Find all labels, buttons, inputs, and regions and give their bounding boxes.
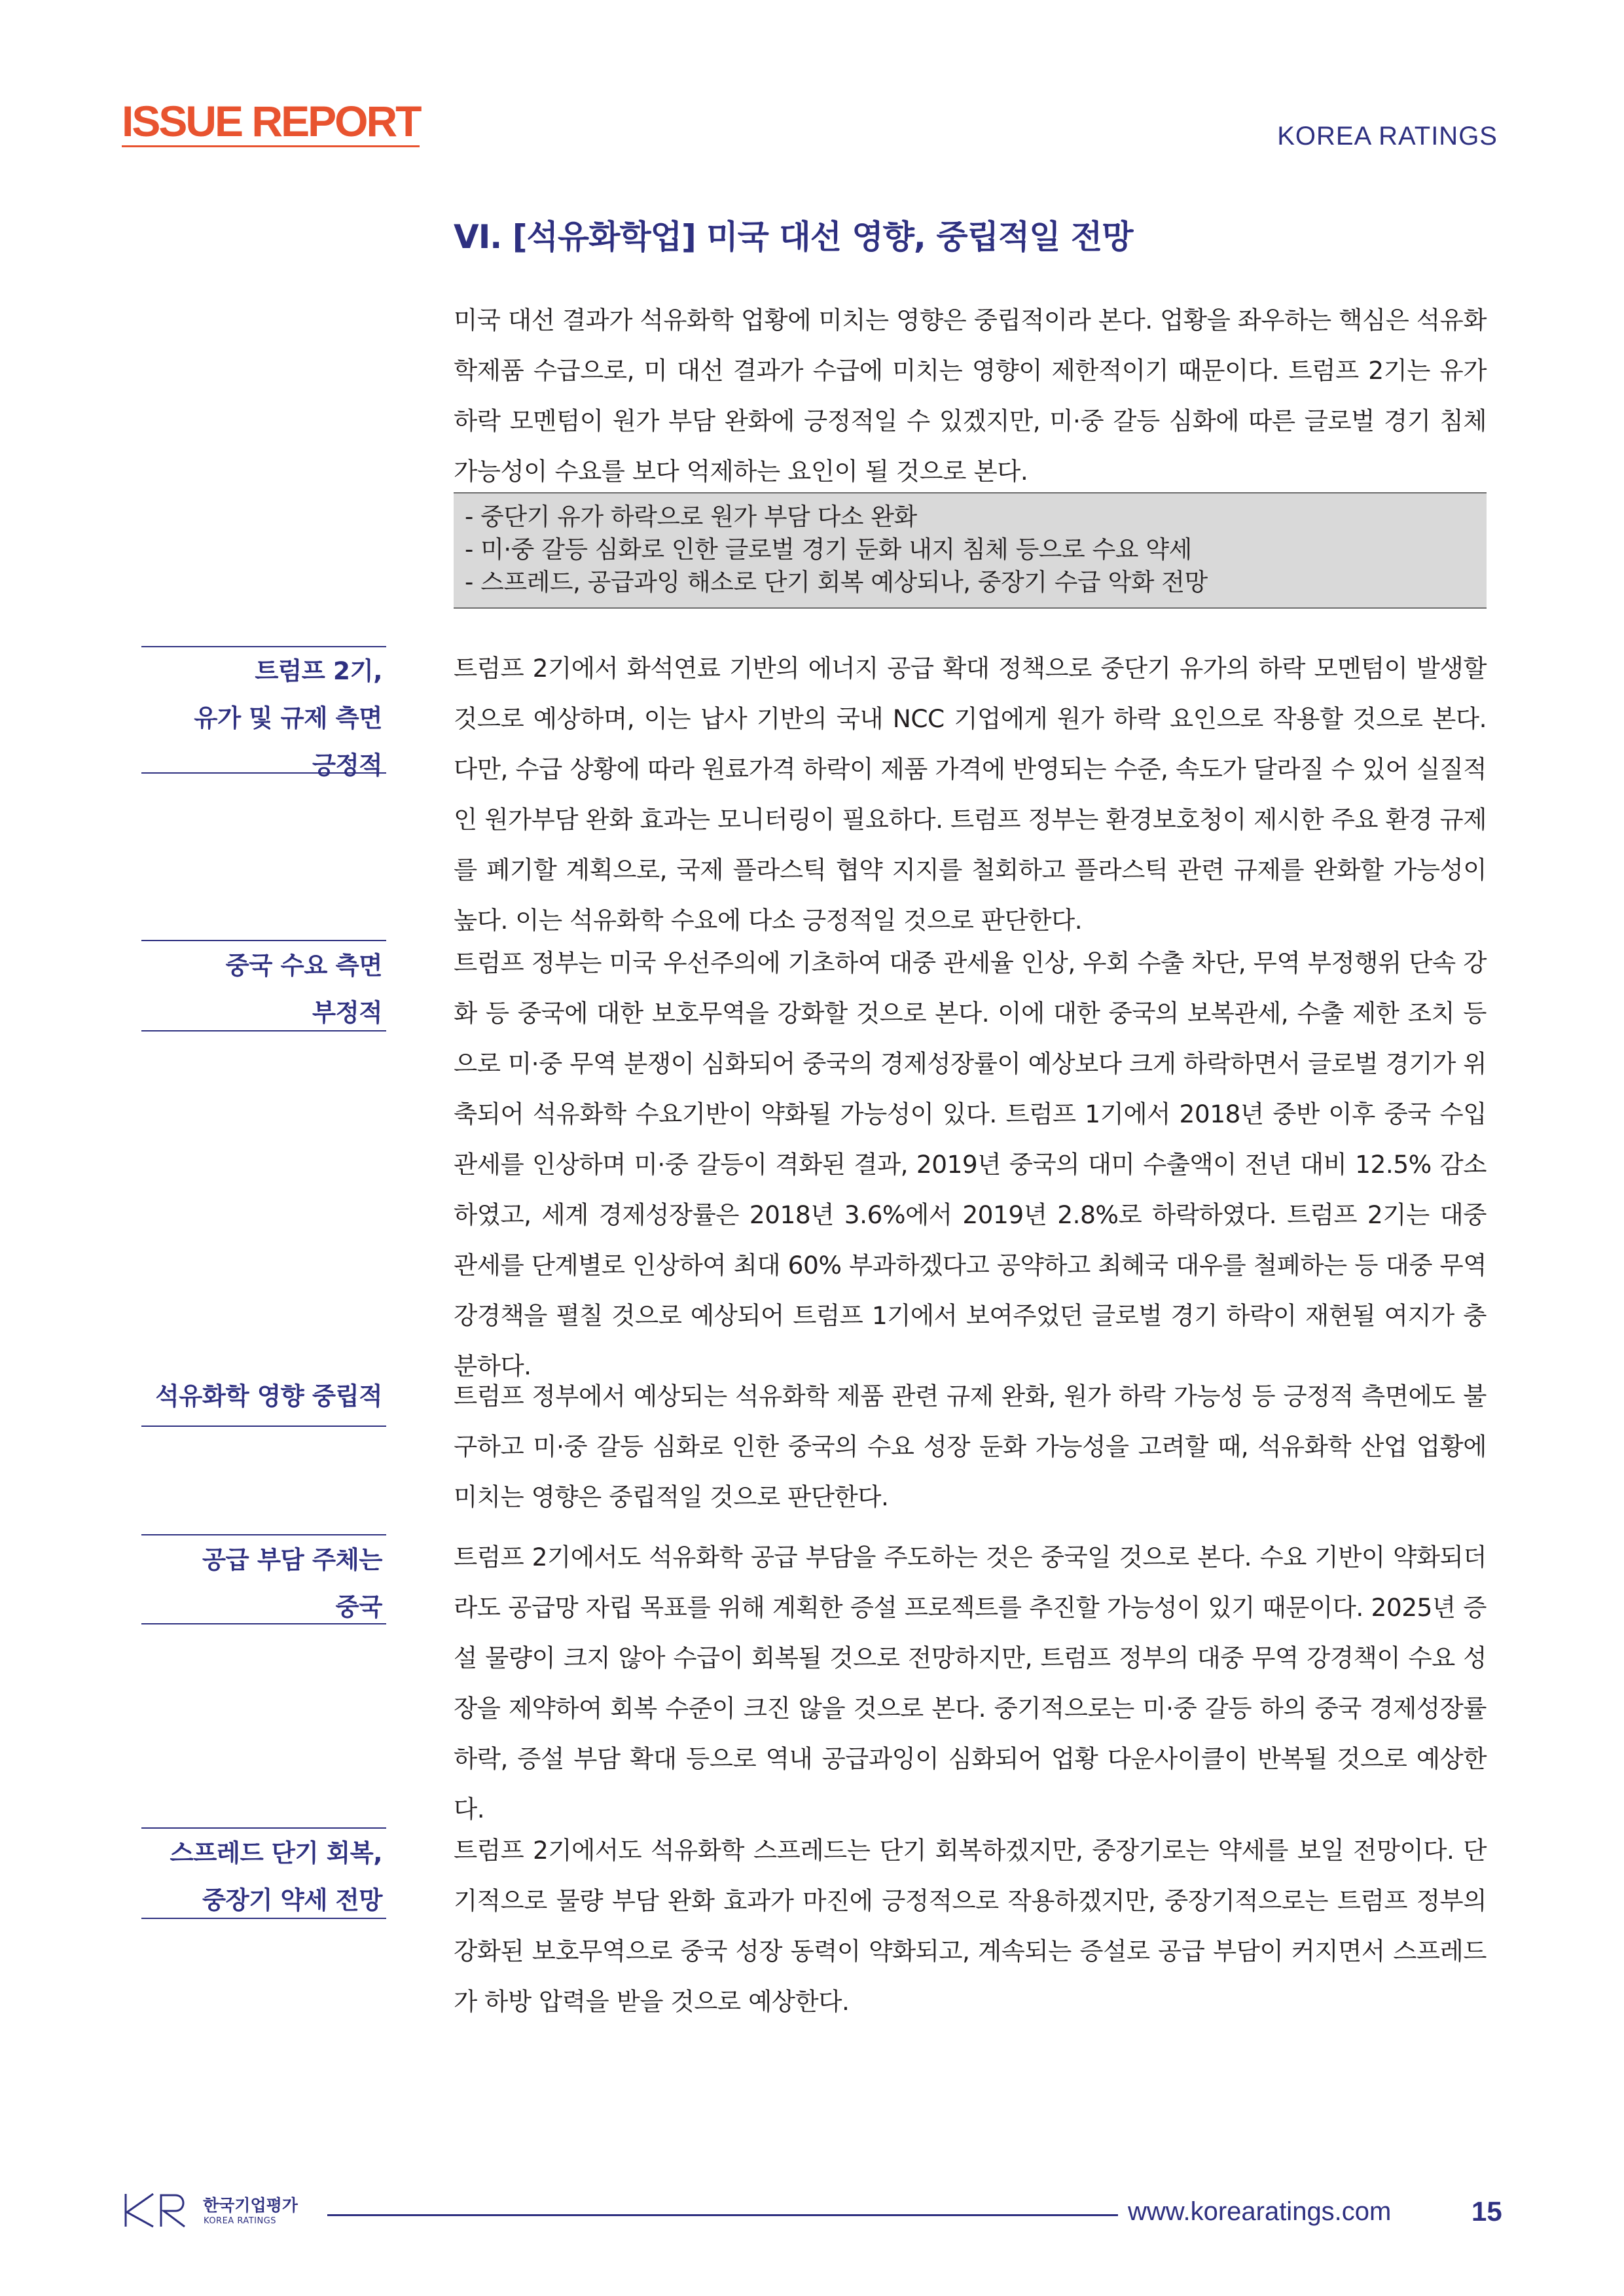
body-paragraph-neutral: 트럼프 정부에서 예상되는 석유화학 제품 관련 규제 완화, 원가 하락 가능성 등 긍정적 측면에도 불구하고 미·중 갈등 심화로 인한 중국의 수요 성장 둔화 가능성을 고려할 때, 석유화학 산업 업황에 미치는 영향은 중립적일 것으로 판단한다. — [454, 1382, 1487, 1511]
intro-paragraph: 미국 대선 결과가 석유화학 업황에 미치는 영향은 중립적이라 본다. 업황을 좌우하는 핵심은 석유화학제품 수급으로, 미 대선 결과가 수급에 미치는 영향이 제한적이기 때문이다. 트럼프 2기는 유가 하락 모멘텀이 원가 부담 완화에 긍정적일 수 있겠지만, 미·중 갈등 심화에 따른 글로벌 경기 침체 가능성이 수요를 보다 억제하는 요인이 될 것으로 본다. — [454, 306, 1487, 486]
side-label-line: 긍정적 — [312, 751, 382, 780]
summary-item: - 중단기 유가 하락으로 원가 부담 다소 완화 — [465, 503, 917, 531]
side-label-line: 중장기 약세 전망 — [202, 1886, 382, 1914]
side-label-top-rule — [141, 1827, 386, 1829]
side-label-neutral — [141, 1372, 386, 1420]
page-number: 15 — [1471, 2196, 1502, 2227]
side-label-bottom-rule — [141, 1030, 386, 1031]
report-title: ISSUE REPORT — [122, 99, 420, 147]
summary-box — [454, 492, 1487, 609]
side-label-line: 부정적 — [312, 998, 382, 1027]
side-label-bottom-rule — [141, 1918, 386, 1919]
side-label-line: 트럼프 2기, — [255, 656, 382, 685]
body-paragraph-oil-regulation: 트럼프 2기에서 화석연료 기반의 에너지 공급 확대 정책으로 중단기 유가의 하락 모멘텀이 발생할 것으로 예상하며, 이는 납사 기반의 국내 NCC 기업에게 원가 하락 요인으로 작용할 것으로 본다. 다만, 수급 상황에 따라 원료가격 하락이 제품 가격에 반영되는 수준, 속도가 달라질 수 있어 실질적인 원가부담 완화 효과는 모니터링이 필요하다. 트럼프 정부는 환경보호청이 제시한 주요 환경 규제를 폐기할 계획으로, 국제 플라스틱 협약 지지를 철회하고 플라스틱 관련 규제를 완화할 가능성이 높다. 이는 석유화학 수요에 다소 긍정적일 것으로 판단한다. — [454, 654, 1487, 935]
side-label-top-rule — [141, 1534, 386, 1535]
body-paragraph-supply-burden: 트럼프 2기에서도 석유화학 공급 부담을 주도하는 것은 중국일 것으로 본다. 수요 기반이 약화되더라도 공급망 자립 목표를 위해 계획한 증설 프로젝트를 추진할 가능성이 있기 때문이다. 2025년 증설 물량이 크지 않아 수급이 회복될 것으로 전망하지만, 트럼프 정부의 대중 무역 강경책이 수요 성장을 제약하여 회복 수준이 크진 않을 것으로 본다. 중기적으로는 미·중 갈등 하의 중국 경제성장률 하락, 증설 부담 확대 등으로 역내 공급과잉이 심화되어 업황 다운사이클이 반복될 것으로 예상한다. — [454, 1543, 1487, 1823]
side-label-spread — [141, 1829, 386, 1924]
side-label-supply-burden — [141, 1536, 386, 1630]
logo-english-name: KOREA RATINGS — [204, 2216, 277, 2226]
side-label-top-rule — [141, 940, 386, 941]
side-label-line: 유가 및 규제 측면 — [194, 704, 382, 732]
body-paragraph-china-demand: 트럼프 정부는 미국 우선주의에 기초하여 대중 관세율 인상, 우회 수출 차단, 무역 부정행위 단속 강화 등 중국에 대한 보호무역을 강화할 것으로 본다. 이에 대한 중국의 보복관세, 수출 제한 조치 등으로 미·중 무역 분쟁이 심화되어 중국의 경제성장률이 예상보다 크게 하락하면서 글로벌 경기가 위축되어 석유화학 수요기반이 약화될 가능성이 있다. 트럼프 1기에서 2018년 중반 이후 중국 수입관세를 인상하며 미·중 갈등이 격화된 결과, 2019년 중국의 대미 수출액이 전년 대비 12.5% 감소하였고, 세계 경제성장률은 2018년 3.6%에서 2019년 2.8%로 하락하였다. 트럼프 2기는 대중 관세를 단계별로 인상하여 최대 60% 부과하겠다고 공약하고 최혜국 대우를 철폐하는 등 대중 무역 강경책을 펼칠 것으로 예상되어 트럼프 1기에서 보여주었던 글로벌 경기 하락이 재현될 여지가 충분하다. — [454, 948, 1487, 1380]
logo-korean-name: 한국기업평가 — [203, 2196, 298, 2215]
side-label-line: 중국 수요 측면 — [225, 951, 382, 980]
summary-item: - 스프레드, 공급과잉 해소로 단기 회복 예상되나, 중장기 수급 악화 전망 — [465, 568, 1208, 596]
side-label-bottom-rule — [141, 1623, 386, 1624]
side-label-bottom-rule — [141, 772, 386, 774]
summary-item: - 미·중 갈등 심화로 인한 글로벌 경기 둔화 내지 침체 등으로 수요 약세 — [465, 535, 1192, 564]
kr-logo-icon — [122, 2190, 194, 2231]
side-label-china-demand — [141, 942, 386, 1036]
body-paragraph-spread: 트럼프 2기에서도 석유화학 스프레드는 단기 회복하겠지만, 중장기로는 약세를 보일 전망이다. 단기적으로 물량 부담 완화 효과가 마진에 긍정적으로 작용하겠지만, 중장기적으로는 트럼프 정부의 강화된 보호무역으로 중국 성장 동력이 약화되고, 계속되는 증설로 공급 부담이 커지면서 스프레드가 하방 압력을 받을 것으로 예상한다. — [454, 1836, 1487, 2016]
side-label-bottom-rule — [141, 1426, 386, 1427]
side-label-line: 중국 — [335, 1592, 382, 1621]
footer-url: www.korearatings.com — [1128, 2197, 1392, 2226]
section-title: VI. [석유화학업] 미국 대선 영향, 중립적일 전망 — [454, 218, 1133, 256]
side-label-line: 공급 부담 주체는 — [202, 1545, 382, 1574]
footer-divider — [327, 2214, 1118, 2216]
brand-name: KOREA RATINGS — [1277, 122, 1498, 151]
side-label-oil-regulation — [141, 647, 386, 789]
side-label-line: 스프레드 단기 회복, — [170, 1839, 382, 1867]
side-label-line: 석유화학 영향 중립적 — [155, 1382, 382, 1410]
